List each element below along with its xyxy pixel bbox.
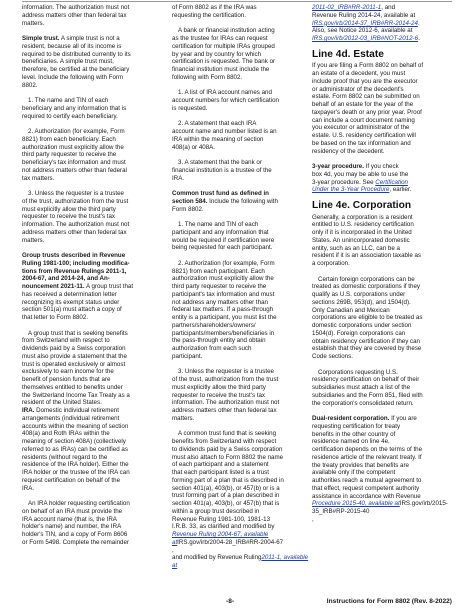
paragraph: of Form 8802 as if the IRA was requesting the certification. [172, 4, 257, 19]
list-item: 3. Unless the requester is a trustee of the trust, authorization from the trust must explicitly allow the third party requester to receive the trust's tax information. The authorization must not address matters other than federal tax matters. [172, 368, 280, 422]
paragraph: An IRA holder requesting certification on behalf of an IRA must provide the IRA account name (that is, the IRA holder's name) and number, the IRA holder's TIN, and a copy of Form 8606 or Form 5498. Complete the remainder [22, 500, 130, 546]
paragraph: information. The authorization must not address matters other than federal tax matters. [22, 4, 130, 27]
rp-2015-40-link[interactable]: Procedure 2015-40, available at [312, 500, 400, 508]
irs-irb-link[interactable]: 2011-1, available at [172, 554, 309, 569]
simple-trust-paragraph: Simple trust. A simple trust is not a resident, because all of its income is required to be distributed currently to its beneficiaries. A simple trust must, therefore, be certified at the beneficiary level. Include the following with Form 8802. [22, 35, 131, 89]
list-item: 1. A list of IRA account names and account numbers for which certification is requested. [172, 89, 279, 112]
line-4e-heading: Line 4e. Corporation [312, 200, 412, 211]
three-year-paragraph: 3-year procedure. If you check box 4d, you may be able to use the 3-year procedure. See Certification Under the 3-Year Procedure, earlier. [312, 163, 412, 194]
paragraph: 2011-02_IRB#RR-2011-1, and Revenue Ruling 2014-24, available at IRS.gov/irb/2014-37_IRB#RR-2014-24. Also, see Notice 2012-6, available at IRS.gov/irb/2012-03_IRB#NOT-2012-6. [312, 4, 420, 42]
common-trust-heading: Common trust fund as defined in [172, 190, 269, 197]
paragraph: Certain foreign corporations can be treated as domestic corporations if they qualify as U.S. corporations under sections 269B, 953(d), and 1504(d). Only Canadian and Mexican corporations are eligible to be treated as domestic corporations under section 1504(d). Foreign corporations can obtain residency certification if they can establish that they are covered by these Code sections. [312, 275, 423, 360]
dual-resident-heading: Dual-resident corporation. [312, 415, 390, 422]
corporation-paragraph: Generally, a corporation is a resident entitled to U.S. residency certification only if it is incorporated in the United States. An unincorporated domestic entity, such as an LLC, can be a resident if it is an association taxable as a corporation. [312, 213, 422, 267]
list-item: 2. Authorization (for example, Form 8821) from each beneficiary. Each authorization must explicitly allow the third party requester to receive the beneficiary's tax information and must not address matters other than federal tax matters. [22, 128, 127, 182]
ira-heading: IRA. [22, 407, 35, 414]
three-year-procedure-link[interactable]: Under the 3-Year Procedure [312, 186, 390, 194]
simple-trust-heading: Simple trust. [22, 35, 60, 42]
three-year-heading: 3-year procedure. [312, 163, 364, 170]
page-footer [0, 598, 452, 608]
group-trusts-heading: Group trusts described in Revenue [22, 252, 126, 259]
column-2 [172, 4, 310, 570]
list-item: 1. The name and TIN of each beneficiary and any information that is required to certify each beneficiary. [22, 97, 127, 120]
notice-2012-6-link[interactable]: IRS.gov/irb/2012-03_IRB#NOT-2012-6 [312, 35, 419, 42]
top-rule [22, 1, 452, 2]
dual-resident-paragraph: Dual-resident corporation. If you are requesting certification for treaty benefits in the other country of residence named on line 4e, certification depends on the terms of the residence article of the relevant treaty. If the treaty provides that benefits are available only if the competent authorities reach a mutual agreement to that effect, request competent authority assistance in accordance with Revenue Procedure 2015-40, available atIRS.gov/irb/2015-35_IRB#RP-2015-40 , [312, 415, 448, 523]
rr-2011-1-link[interactable]: 2011-02_IRB#RR-2011-1 [312, 4, 382, 11]
column-3 [312, 4, 454, 524]
page-number: -8- [226, 598, 235, 605]
estate-paragraph: If you are filing a Form 8802 on behalf of an estate of a decedent, you must include proof that you are the executor or administrator of the decedent's estate. Form 8802 can be submitted on behalf of an estate for the year of the taxpayer's death or any prior year. Proof can include a court document naming you executor or administrator of the estate. U.S. residency certification will be based on the tax information and residency of the decedent. [312, 62, 424, 155]
rr-2014-24-link[interactable]: IRS.gov/irb/2014-37_IRB#RR-2014-24 [312, 19, 418, 27]
common-trust-paragraph: Common trust fund as defined in section 584. Include the following with Form 8802. [172, 190, 310, 213]
list-item: 1. The name and TIN of each participant and any information that would be required if certification were being requested for each participant. [172, 221, 275, 252]
paragraph: Corporations requesting U.S. residency certification on behalf of their subsidiaries must attach a list of the subsidiaries and the Form 851, filed with the corporation's consolidated return. [312, 368, 423, 407]
list-item: 3. A statement that the bank or financial institution is a trustee of the IRA. [172, 159, 272, 182]
rr-2004-67-link[interactable]: Revenue Ruling 2004-67, available at [172, 531, 269, 546]
column-1 [22, 4, 160, 547]
ira-paragraph: IRA. Domestic individual retirement arrangements (individual retirement accounts within the meaning of section 408(a) and Roth IRAs within the meaning of section 408A) (collectively referred to as IRAs) can be certified as residents (without regard to the residence of the IRA holder). Either the IRA holder or the trustee of the IRA can request certification on behalf of the IRA. [22, 407, 130, 492]
list-item: 2. A statement that each IRA account name and number listed is an IRA within the meaning of section 408(a) or 408A. [172, 120, 277, 151]
line-4d-heading: Line 4d. Estate [312, 48, 384, 60]
paragraph: A bank or financial institution acting as the trustee for IRAs can request certification for multiple IRAs grouped by year and by country for which certification is requested. The bank or financial institution must include the following with Form 8802. [172, 27, 276, 81]
list-item: 3. Unless the requester is a trustee of the trust, authorization from the trust must explicitly allow the third party requester to receive the trust's tax information. The authorization must not address matters other than federal tax matters. [22, 190, 130, 244]
group-trusts-paragraph: Group trusts described in Revenue Ruling 1981-100; including modifica- tions from Revenue Rulings 2011-1, 2004-67, and 2014-24, and An- nouncement 2021-11. A group trust that has received a determination letter recognizing its exempt status under section 501(a) must attach a copy of that letter to Form 8802. [22, 252, 160, 322]
paragraph: A common trust fund that is seeking benefits from Switzerland with respect to dividends paid by a Swiss corporation must also attach to Form 8802 the name of each participant and a statement that each participant listed is a trust forming part of a plan that is described in section 401(a), 403(b), or 457(b) or is a trust forming part of a plan described in section 401(a), 403(b), or 457(b) that is within a group trust described in Revenue Ruling 1981-100, 1981-13 I.R.B. 33, as clarified and modified by Revenue Ruling 2004-67, available atIRS.gov/irb/2004-28_IRB#RR-2004-67 , and modified by Revenue Ruling2011-1, available at [172, 430, 309, 569]
paragraph: A group trust that is seeking benefits from Switzerland with respect to dividends paid by a Swiss corporation must also provide a statement that the trust is operated exclusively or almost exclusively to earn income for the benefit of pension funds that are themselves entitled to benefits under the Switzerland Income Tax Treaty as a resident of the United States. [22, 329, 130, 407]
list-item: 2. Authorization (for example, Form 8821) from each participant. Each authorization must explicitly allow the third party requester to receive the participant's tax information and must not address any matters other than federal tax matters. If a pass-through entity is a participant, you must list the partners/shareholders/owners/ participants/members/beneficiaries in the pass-through entity and obtain authorization from each such participant. [172, 259, 277, 360]
document-title: Instructions for Form 8802 (Rev. 8-2022) [326, 598, 452, 605]
certification-link[interactable]: Certification [375, 178, 408, 186]
